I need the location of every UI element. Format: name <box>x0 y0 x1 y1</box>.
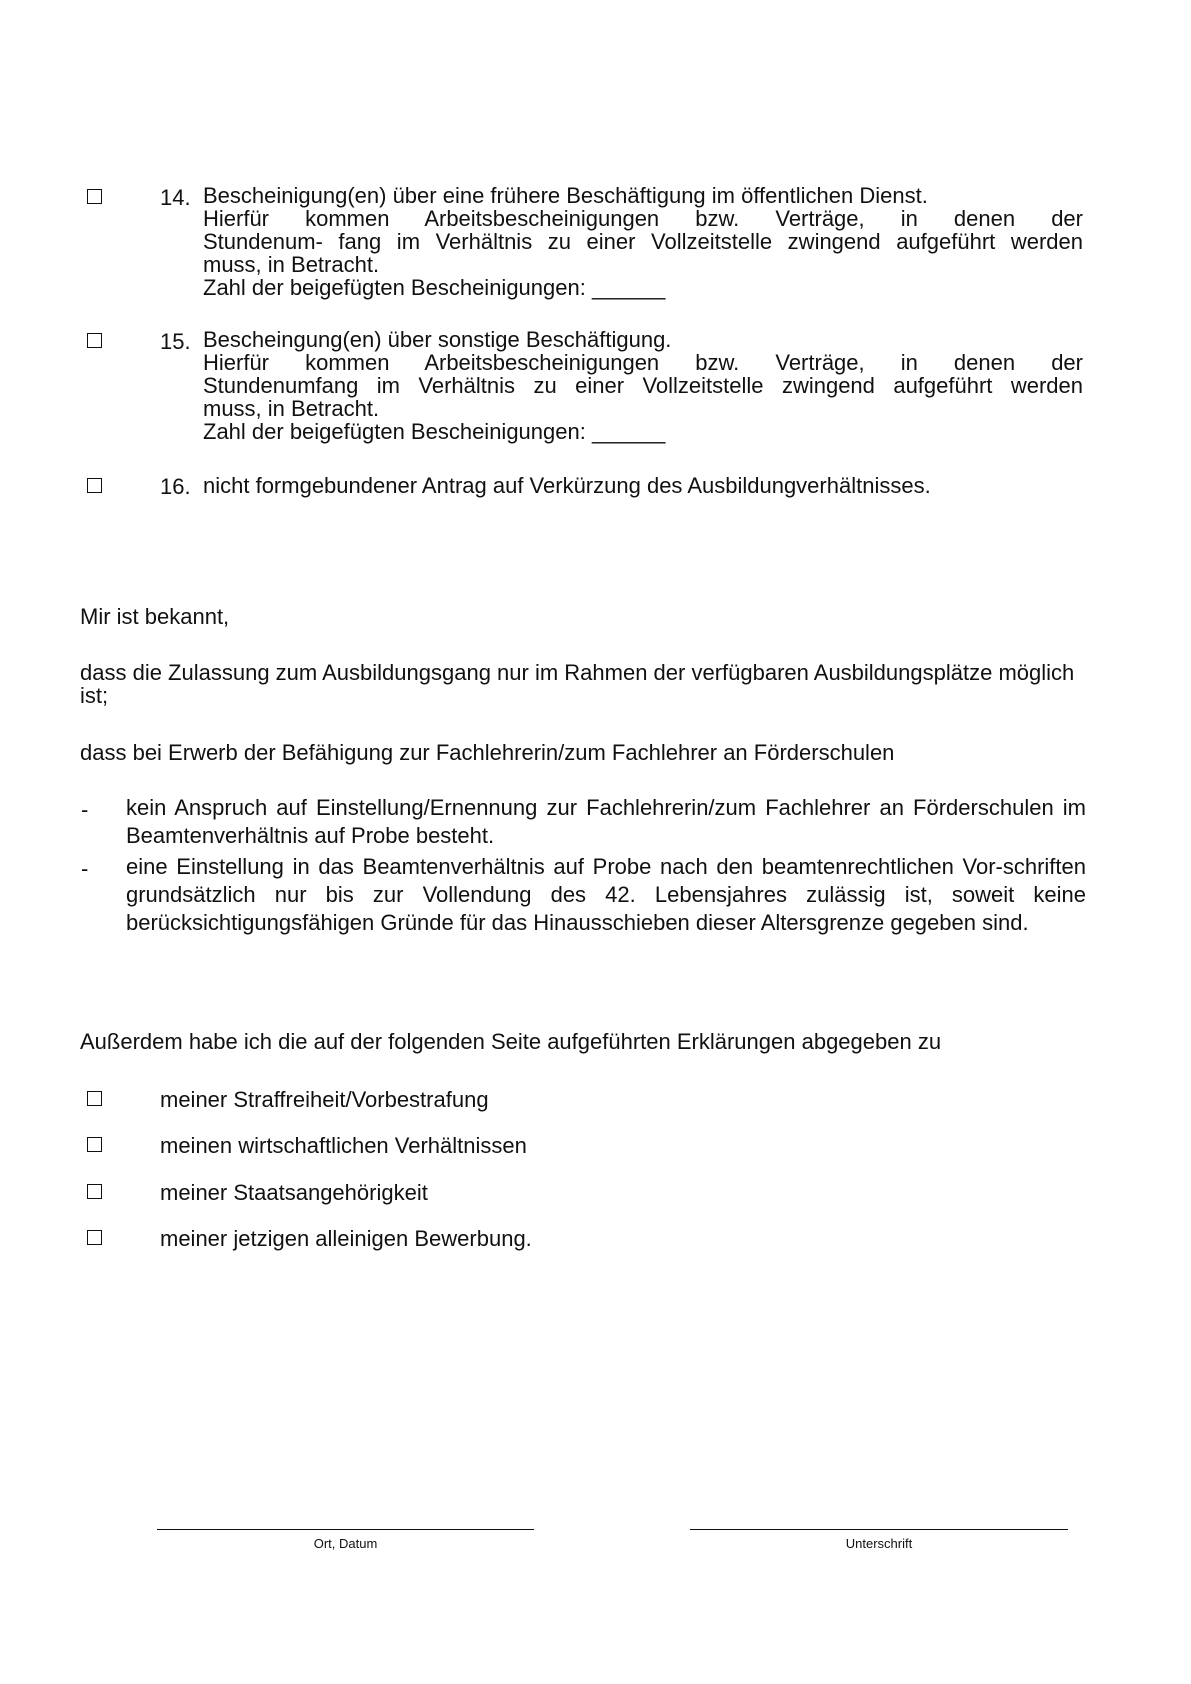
declaration-3-label: meiner Staatsangehörigkeit <box>160 1180 428 1205</box>
item-15-text <box>203 328 1083 443</box>
place-date-label: Ort, Datum <box>313 1536 378 1551</box>
item-14-number: 14. <box>160 185 191 210</box>
item-14-line2: Stundenum- fang im Verhältnis zu einer Vollzeitstelle zwingend aufgeführt werden <box>203 229 1083 254</box>
declaration-2-label: meinen wirtschaftlichen Verhältnissen <box>160 1133 527 1158</box>
item-14-count: Zahl der beigefügten Bescheinigungen: ______ <box>203 275 666 300</box>
declaration-2-checkbox[interactable] <box>87 1137 102 1152</box>
declaration-1-label: meiner Straffreiheit/Vorbestrafung <box>160 1087 489 1112</box>
known-paragraph-1: dass die Zulassung zum Ausbildungsgang nur im Rahmen der verfügbaren Ausbildungsplätze möglich ist; <box>80 660 1075 708</box>
declaration-4-checkbox[interactable] <box>87 1230 102 1245</box>
item-14-line3: muss, in Betracht. <box>203 252 380 277</box>
known-paragraph-2: dass bei Erwerb der Befähigung zur Fachlehrerin/zum Fachlehrer an Förderschulen <box>80 740 895 765</box>
item-15-checkbox[interactable] <box>87 333 102 348</box>
item-14-checkbox[interactable] <box>87 189 102 204</box>
bullet-2-text: eine Einstellung in das Beamtenverhältnis auf Probe nach den beamtenrechtlichen Vor-schriften grundsätzlich nur bis zur Vollendung des 42. Lebensjahres zulässig ist, soweit keine berücksichtigungsfähigen Gründe für das Hinausschieben dieser Altersgrenze gegeben sind. <box>126 854 1086 935</box>
signature-label: Unterschrift <box>845 1536 913 1551</box>
signature-line[interactable] <box>690 1529 1068 1530</box>
declaration-4-label: meiner jetzigen alleinigen Bewerbung. <box>160 1226 532 1251</box>
item-14-line1: Hierfür kommen Arbeitsbescheinigungen bzw. Verträge, in denen der <box>203 206 1083 231</box>
item-15-line1: Hierfür kommen Arbeitsbescheinigungen bzw. Verträge, in denen der <box>203 350 1083 375</box>
item-15-count: Zahl der beigefügten Bescheinigungen: ______ <box>203 419 666 444</box>
known-intro: Mir ist bekannt, <box>80 604 230 629</box>
item-15-number: 15. <box>160 329 191 354</box>
item-15-line3: muss, in Betracht. <box>203 396 380 421</box>
declaration-1-checkbox[interactable] <box>87 1091 102 1106</box>
place-date-line[interactable] <box>157 1529 534 1530</box>
item-15-title: Bescheingung(en) über sonstige Beschäftigung. <box>203 327 672 352</box>
item-16-number: 16. <box>160 474 191 499</box>
bullet-1-text: kein Anspruch auf Einstellung/Ernennung zur Fachlehrerin/zum Fachlehrer an Förderschulen im Beamtenverhältnis auf Probe besteht. <box>126 795 1086 848</box>
declaration-3-checkbox[interactable] <box>87 1184 102 1199</box>
item-16-checkbox[interactable] <box>87 478 102 493</box>
item-14-title: Bescheinigung(en) über eine frühere Beschäftigung im öffentlichen Dienst. <box>203 183 928 208</box>
bullet-2-marker: - <box>81 856 89 881</box>
declaration-intro: Außerdem habe ich die auf der folgenden Seite aufgeführten Erklärungen abgegeben zu <box>80 1029 942 1054</box>
item-16-title: nicht formgebundener Antrag auf Verkürzung des Ausbildungverhältnisses. <box>203 473 931 498</box>
item-14-text <box>203 184 1083 299</box>
item-15-line2: Stundenumfang im Verhältnis zu einer Vollzeitstelle zwingend aufgeführt werden <box>203 373 1083 398</box>
bullet-1-marker: - <box>81 797 89 822</box>
item-16-text <box>203 474 1083 497</box>
